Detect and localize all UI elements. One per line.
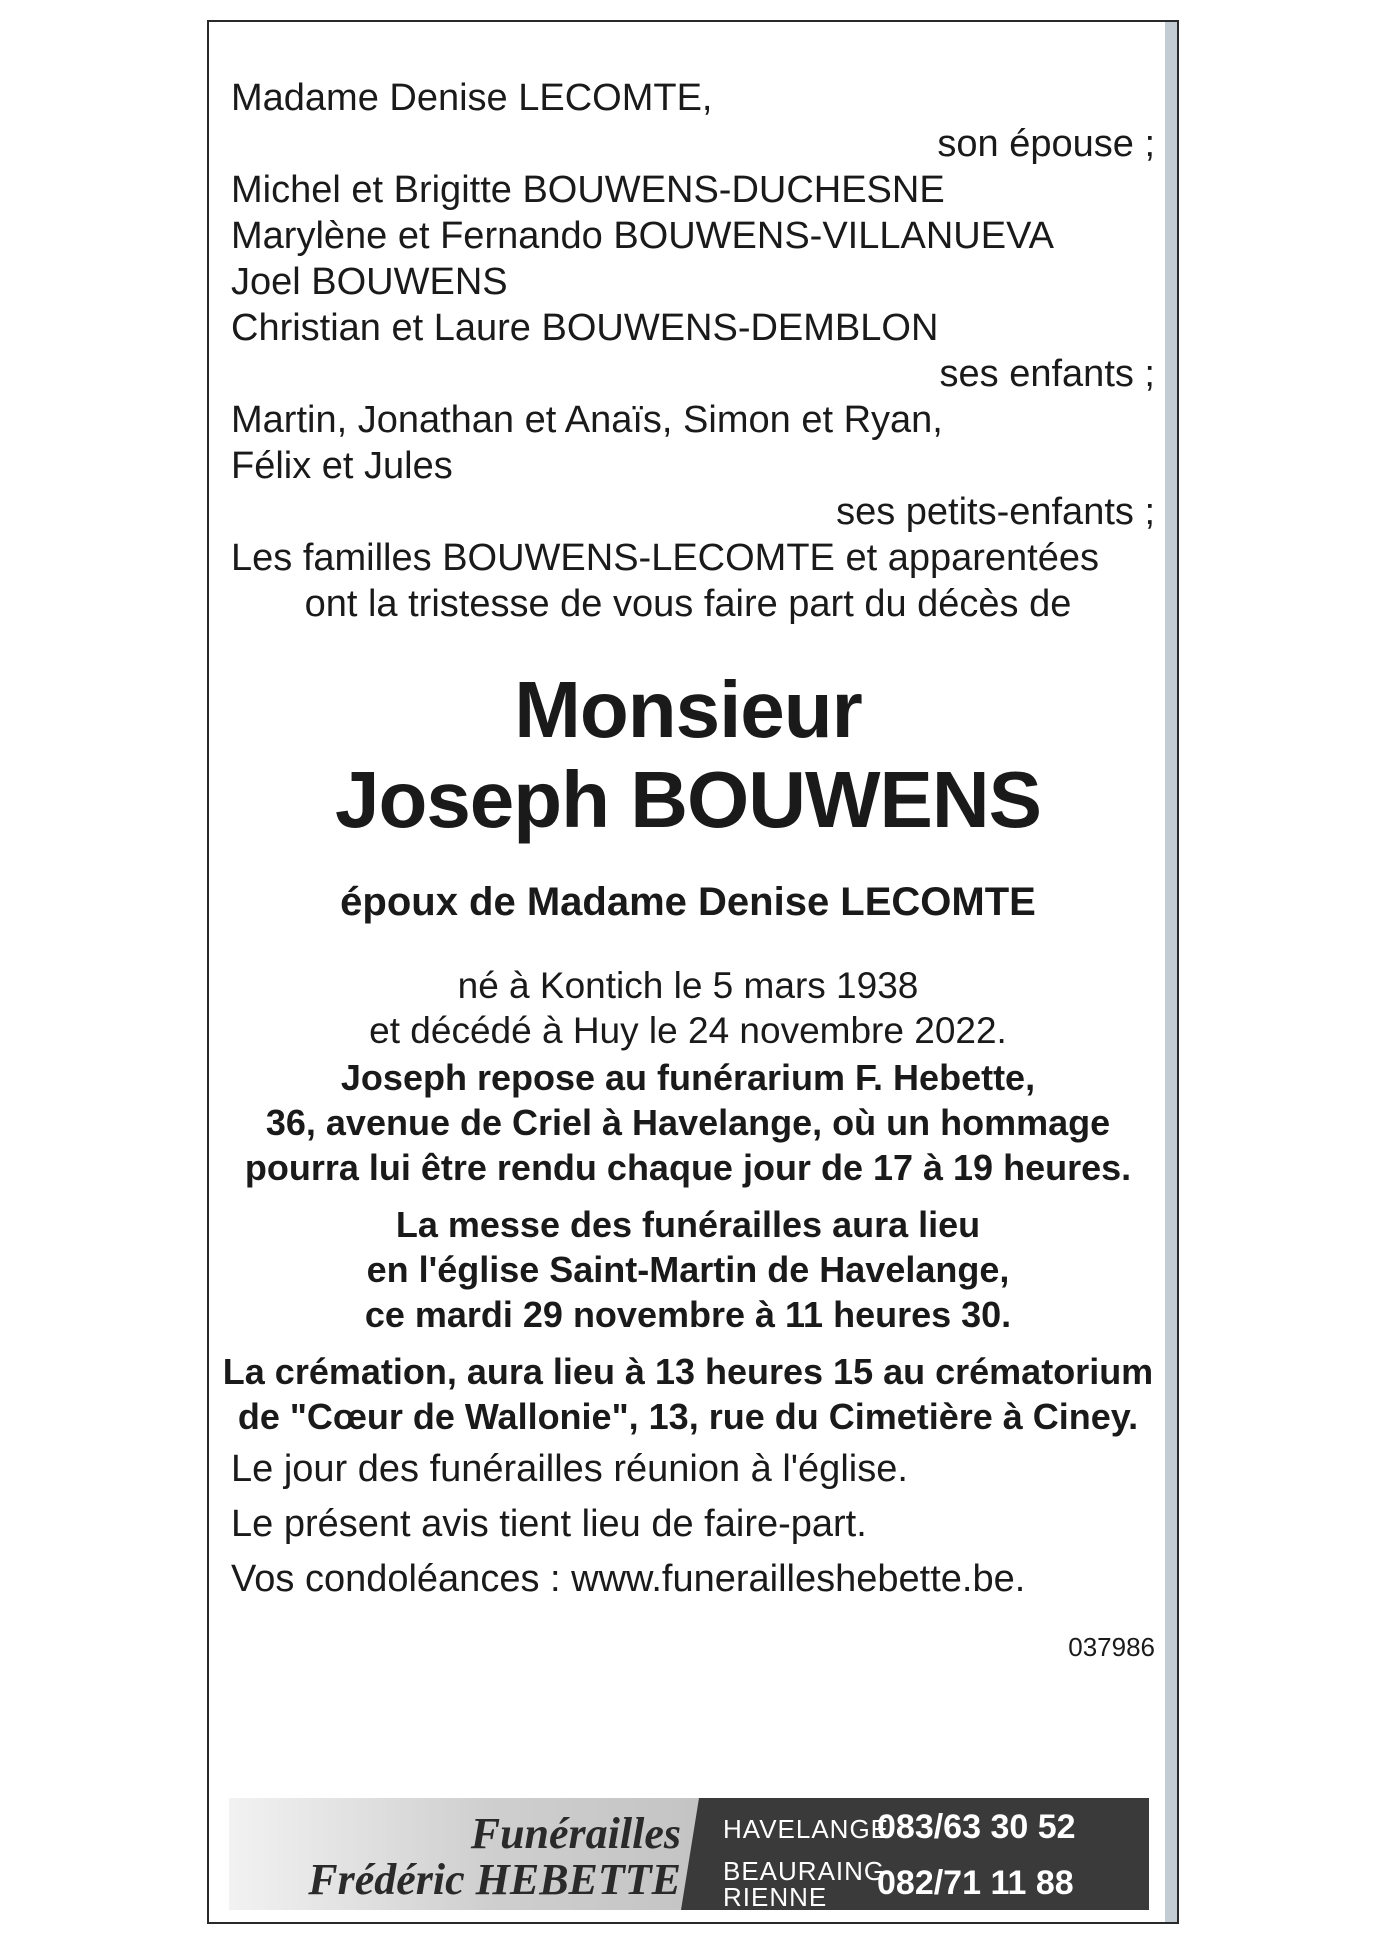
note-line: Le présent avis tient lieu de faire-part. xyxy=(231,1503,867,1545)
cremation-line: La crémation, aura lieu à 13 heures 15 au crématorium xyxy=(222,1351,1154,1392)
families-line: Les familles BOUWENS-LECOMTE et apparentées xyxy=(231,537,1099,579)
deceased-name: Joseph BOUWENS xyxy=(334,755,1042,844)
note-line: Le jour des funérailles réunion à l'église. xyxy=(231,1448,908,1490)
banner-right xyxy=(699,1798,1149,1910)
phone-havelange: 083/63 30 52 xyxy=(877,1808,1076,1846)
city-rienne: RIENNE xyxy=(723,1882,828,1912)
child-line: Joel BOUWENS xyxy=(231,261,508,303)
child-line: Marylène et Fernando BOUWENS-VILLANUEVA xyxy=(231,215,1054,257)
funeral-home-banner xyxy=(229,1798,1149,1910)
deceased-title: Monsieur xyxy=(514,665,862,754)
death-line: et décédé à Huy le 24 novembre 2022. xyxy=(369,1010,1007,1051)
child-line: Michel et Brigitte BOUWENS-DUCHESNE xyxy=(231,169,945,211)
repose-line: 36, avenue de Criel à Havelange, où un hommage xyxy=(265,1102,1111,1143)
child-line: Christian et Laure BOUWENS-DEMBLON xyxy=(231,307,939,349)
grandchildren-line: Martin, Jonathan et Anaïs, Simon et Ryan, xyxy=(231,399,943,441)
mass-line: La messe des funérailles aura lieu xyxy=(395,1204,981,1245)
repose-line: Joseph repose au funérarium F. Hebette, xyxy=(340,1057,1036,1098)
children-role: ses enfants ; xyxy=(939,353,1155,395)
spouse-name: Madame Denise LECOMTE, xyxy=(231,77,713,119)
obituary-notice xyxy=(207,20,1179,1924)
banner-left xyxy=(229,1798,699,1910)
birth-line: né à Kontich le 5 mars 1938 xyxy=(457,965,919,1006)
condolences-line: Vos condoléances : www.funerailleshebette.be. xyxy=(231,1558,1026,1600)
mass-line: en l'église Saint-Martin de Havelange, xyxy=(366,1249,1010,1290)
grandchildren-line: Félix et Jules xyxy=(231,445,453,487)
cremation-line: de "Cœur de Wallonie", 13, rue du Cimetière à Ciney. xyxy=(237,1396,1139,1437)
announcement-line: ont la tristesse de vous faire part du décès de xyxy=(304,583,1072,625)
city-beauraing: BEAURAING xyxy=(723,1856,886,1886)
brand-line-2: Frédéric HEBETTE xyxy=(308,1855,681,1904)
brand-line-1: Funérailles xyxy=(470,1809,681,1858)
reference-code: 037986 xyxy=(1068,1632,1155,1662)
phone-beauraing: 082/71 11 88 xyxy=(877,1864,1074,1902)
grandchildren-role: ses petits-enfants ; xyxy=(836,491,1155,533)
mass-line: ce mardi 29 novembre à 11 heures 30. xyxy=(364,1294,1012,1335)
city-havelange: HAVELANGE xyxy=(723,1814,890,1844)
deceased-spouse-line: époux de Madame Denise LECOMTE xyxy=(340,880,1036,924)
spouse-role: son épouse ; xyxy=(937,123,1155,165)
banner-divider xyxy=(681,1798,699,1910)
repose-line: pourra lui être rendu chaque jour de 17 à 19 heures. xyxy=(244,1147,1132,1188)
